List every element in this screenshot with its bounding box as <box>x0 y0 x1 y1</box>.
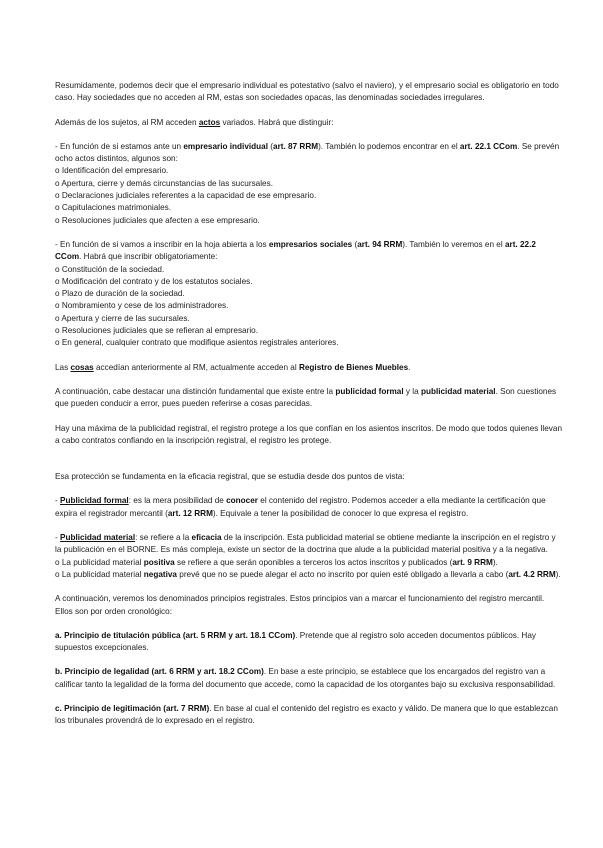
paragraph-publicidad-material: - Publicidad material: se refiere a la eficacia de la inscripción. Esta publicidad material se obtiene mediante la inscripción en el registro y la publicación en el BORNE. Es más compleja, existe un sector de la doctrina que alude a la publicidad material positiva y a la negativa. <box>55 533 556 555</box>
list-item: o Resoluciones judiciales que afecten a ese empresario. <box>55 215 260 225</box>
list-item: o La publicidad material negativa prevé que no se puede alegar el acto no inscrito por quien esté obligado a llevarla a cabo (art. 4.2 RRM). <box>55 569 561 579</box>
list-item: o Capitulaciones matrimoniales. <box>55 203 172 213</box>
section-empresarios-sociales <box>55 239 563 350</box>
paragraph-proteccion: Esa protección se fundamenta en la eficacia registral, que se estudia desde dos puntos de vista: <box>55 472 405 482</box>
paragraph-maxima: Hay una máxima de la publicidad registral, el registro protege a los que confían en los asientos inscritos. De modo que todos quienes llevan a cabo contratos confiando en la inscripción registral, el registro les protege. <box>55 423 563 445</box>
list-item: o Apertura y cierre de las sucursales. <box>55 313 190 323</box>
list-item: o Modificación del contrato y de los estatutos sociales. <box>55 276 253 286</box>
list-item: o Identificación del empresario. <box>55 166 169 176</box>
section-empresario-individual <box>55 141 563 227</box>
paragraph-cosas: Las cosas accedían anteriormente al RM, actualmente acceden al Registro de Bienes Muebles. <box>55 362 411 372</box>
list-item: o La publicidad material positiva se refiere a que serán oponibles a terceros los actos inscritos y publicados (art. 9 RRM). <box>55 557 498 567</box>
list-item: o Declaraciones judiciales referentes a la capacidad de ese empresario. <box>55 191 317 201</box>
paragraph-intro: Resumidamente, podemos decir que el empresario individual es potestativo (salvo el naviero), y el empresario social es obligatorio en todo caso. Hay sociedades que no acceden al RM, estas son sociedades opacas, las denominadas sociedades irregulares. <box>55 81 559 103</box>
section-publicidad-material <box>55 532 563 581</box>
paragraph-publicidad-formal: - Publicidad formal: es la mera posibilidad de conocer el contenido del registro. Podemos acceder a ella mediante la certificación que expira el registrador mercantil (art. 12 RRM). Equivale a tener la posibilidad de conocer lo que expresa el registro. <box>55 496 546 518</box>
paragraph-principio-legitimacion: c. Principio de legitimación (art. 7 RRM). En base al cual el contenido del registro es exacto y válido. De manera que lo que establezcan los tribunales provendrá de lo expresado en el registro. <box>55 703 558 726</box>
paragraph-principio-titulacion: a. Principio de titulación pública (art. 5 RRM y art. 18.1 CCom). Pretende que al registro solo acceden documentos públicos. Hay supuestos excepcionales. <box>55 630 536 653</box>
paragraph-principio-legalidad: b. Principio de legalidad (art. 6 RRM y art. 18.2 CCom). En base a este principio, se establece que los encargados del registro van a calificar tanto la legalidad de la forma del documento que accede, como la capacidad de los otorgantes bajo su exclusiva responsabilidad. <box>55 667 556 689</box>
list-item: o Constitución de la sociedad. <box>55 264 165 274</box>
paragraph-principios: A continuación, veremos los denominados principios registrales. Estos principios van a marcar el funcionamiento del registro mercantil. Ellos son por orden cronológico: <box>55 594 545 616</box>
paragraph-distincion: A continuación, cabe destacar una distinción fundamental que existe entre la publicidad formal y la publicidad material. Son cuestiones que pueden conducir a error, pues pueden referirse a cosas parecidas. <box>55 386 557 409</box>
list-item: o Apertura, cierre y demás circunstancias de las sucursales. <box>55 178 273 188</box>
list-item: o En general, cualquier contrato que modifique asientos registrales anteriores. <box>55 338 339 348</box>
paragraph-actos: Además de los sujetos, al RM acceden actos variados. Habrá que distinguir: <box>55 117 334 127</box>
list-item: o Resoluciones judiciales que se refieran al empresario. <box>55 326 258 336</box>
list-item: o Nombramiento y cese de los administradores. <box>55 301 229 311</box>
list-item: o Plazo de duración de la sociedad. <box>55 289 185 299</box>
paragraph-empresario-individual: - En función de si estamos ante un empresario individual (art. 87 RRM). También lo podemos encontrar en el art. 22.1 CCom. Se prevén ocho actos distintos, algunos son: <box>55 141 560 164</box>
paragraph-empresarios-sociales: - En función de si vamos a inscribir en la hoja abierta a los empresarios sociales (art. 94 RRM). También lo veremos en el art. 22.2 CCom. Habrá que inscribir obligatoriamente: <box>55 239 536 262</box>
